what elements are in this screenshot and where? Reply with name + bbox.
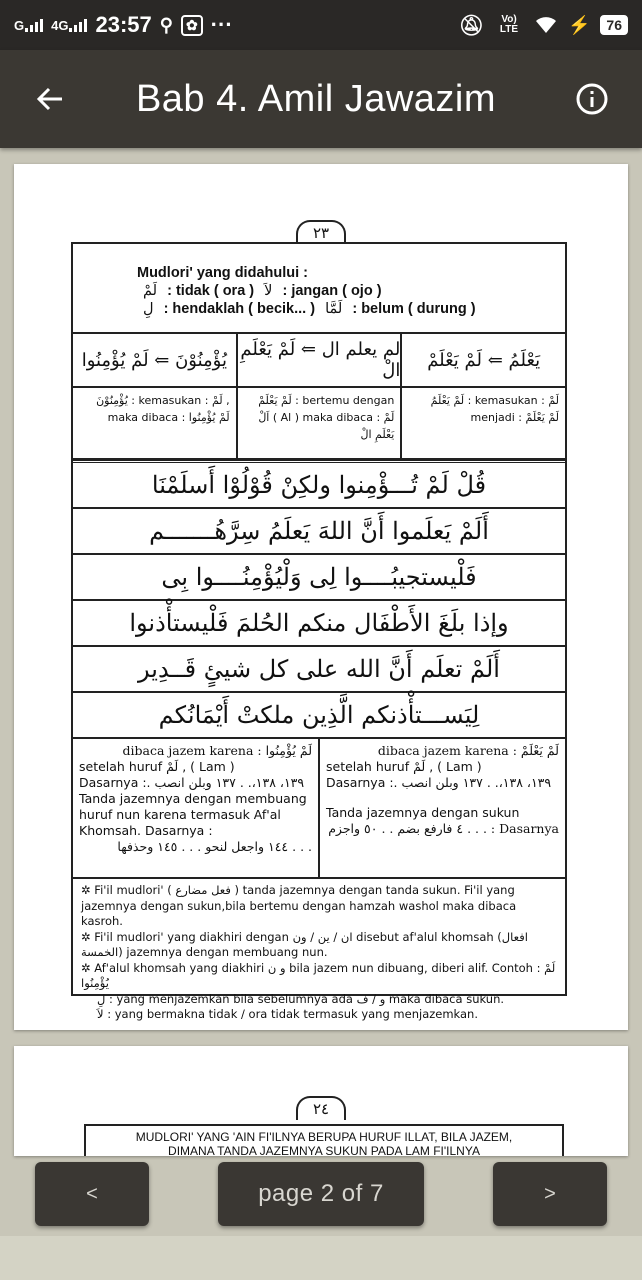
notes-row xyxy=(73,388,565,460)
example-cell: يَعْلَمُ ⇐ لَمْ يَعْلَمْ xyxy=(427,349,541,371)
content-frame xyxy=(71,242,567,1021)
page2-heading-box xyxy=(84,1124,564,1156)
status-left xyxy=(14,12,233,38)
note-cell: لَمْ يَعْلَمُ : kemasukan : لَمْ menjadi : لَمْ يَعْلَمْ xyxy=(430,394,560,424)
rule-item: ✲ Fi'il mudlori' ( فعل مضارع ) tanda jazemnya dengan tanda sukun. Fi'il yang jazemnya dengan sukun,bila bertemu dengan hamzah washol maka dibaca kasroh. xyxy=(81,883,517,928)
signal-icon-sim2 xyxy=(51,18,87,32)
usb-debug-icon: ✿ xyxy=(181,15,203,36)
page-number-badge: ٢٣ xyxy=(296,220,346,244)
explanation-right xyxy=(320,739,565,877)
volte-label: Vo) LTE xyxy=(499,14,519,35)
intro-heading: Mudlori' yang didahului : xyxy=(137,265,308,281)
explain-text: Tanda jazemnya dengan membuang huruf nun karena termasuk Af'al Khomsah. Dasarnya : xyxy=(79,791,307,838)
verse-line: لِيَســـتأْذنكم الَّذِين ملكتْ أَيْمَانُكم xyxy=(73,693,565,739)
wifi-icon xyxy=(534,15,558,35)
page-number-badge: ٢٤ xyxy=(296,1096,346,1120)
particle-li: لِ xyxy=(143,301,154,317)
explain-text: لَمْ يَعْلَمْ : dibaca jazem karena xyxy=(377,743,559,758)
explain-text: Dasarnya : . . . ٤ فارفع بضم . . ٥٠ واجزم xyxy=(328,821,559,836)
verse-list xyxy=(73,460,565,739)
example-row xyxy=(73,334,565,388)
explain-text: . . . ١٤٤ واجعل لنحو . . . ١٤٥ وحذفها xyxy=(117,839,312,854)
usb-icon: ⚲ xyxy=(159,14,173,35)
explanation-row xyxy=(73,739,565,879)
explain-text: Dasarnya :. ١٣٩، ١٣٨،. . ١٣٧ وبلن انصب xyxy=(326,775,552,790)
rule-item: ✲ Fi'il mudlori' yang diakhiri dengan ان / ين / ون disebut af'alul khomsah (افعال الخمسة) jazemnya dengan membuang nun. xyxy=(81,929,528,959)
meaning-li: : hendaklah ( becik... ) xyxy=(163,301,316,317)
document-page-1[interactable] xyxy=(14,164,628,1030)
note-cell: يُؤْمِنُوْنَ : kemasukan : لَمْ , maka dibaca : لَمْ يُؤْمِنُوا xyxy=(73,388,238,458)
page-title: Bab 4. Amil Jawazim xyxy=(135,77,497,120)
meaning-lamma: : belum ( durung ) xyxy=(352,301,476,317)
page-indicator[interactable]: page 2 of 7 xyxy=(218,1162,424,1226)
particle-la: لاَ xyxy=(264,283,273,299)
explain-text: setelah huruf لَمْ , ( Lam ) xyxy=(326,759,482,774)
explain-text: لَمْ يُؤْمِنُوا : dibaca jazem karena xyxy=(122,743,312,758)
page2-heading: DIMANA TANDA JAZEMNYA SUKUN PADA LAM FI'ILNYA xyxy=(168,1144,480,1156)
back-button[interactable] xyxy=(0,50,100,148)
intro-line-1 xyxy=(137,282,565,300)
particle-lamma: لَمَّا xyxy=(325,301,343,317)
rule-item: لِ : yang menjazemkan bila sebelumnya ada و / ف maka dibaca sukun. xyxy=(97,991,505,1006)
info-circle-icon xyxy=(575,82,609,116)
signal-icon-sim1 xyxy=(14,18,43,32)
explanation-left xyxy=(73,739,320,877)
meaning-lam: : tidak ( ora ) xyxy=(167,283,255,299)
status-bar xyxy=(0,0,642,50)
explain-text: Tanda jazemnya dengan sukun xyxy=(326,805,520,820)
example-cell: يُؤْمِنُوْنَ ⇐ لَمْ يُؤْمِنُوا xyxy=(73,334,238,386)
arrow-left-icon xyxy=(36,85,64,113)
intro-line-2 xyxy=(137,300,565,318)
page2-heading: MUDLORI' YANG 'AIN FI'ILNYA BERUPA HURUF ILLAT, BILA JAZEM, xyxy=(135,1130,513,1144)
meaning-la: : jangan ( ojo ) xyxy=(282,283,382,299)
verse-line: أَلَمْ تعلَم أَنَّ الله على كل شيئٍ قَــدِير xyxy=(73,647,565,693)
rules-box xyxy=(73,879,565,1027)
example-cell: لم يعلم ال ⇐ لَمْ يَعْلَمِ الْ xyxy=(238,334,403,386)
mute-icon: 🔕︎ xyxy=(458,14,484,37)
bottom-strip xyxy=(0,1236,642,1280)
rule-item: ✲ Af'alul khomsah yang diakhiri و ن bila jazem nun dibuang, diberi alif. Contoh : لَمْ يُؤْمِنُوا xyxy=(81,960,556,990)
battery-icon: 76 xyxy=(600,15,628,35)
verse-line: فَلْيستجيبُــــوا لِى وَلْيُؤْمِنُــــوا بِى xyxy=(73,555,565,601)
status-right xyxy=(459,13,628,38)
explain-text: Dasarnya :. ١٣٩، ١٣٨،. . ١٣٧ وبلن انصب xyxy=(79,775,305,790)
intro-box xyxy=(73,244,565,334)
rule-item: لاَ : yang bermakna tidak / ora tidak termasuk yang menjazemkan. xyxy=(97,1007,478,1021)
sim2-label: 4G xyxy=(51,18,69,33)
more-notifications-icon: ··· xyxy=(210,12,233,37)
particle-lam: لَمْ xyxy=(143,283,158,299)
verse-line: أَلَمْ يَعلَموا أَنَّ اللهَ يَعلَمُ سِرَّهُـــــــم xyxy=(73,509,565,555)
note-cell: لَمْ يَعْلَمْ : bertemu dengan اَلْ ( Al ) maka dibaca : لَمْ يَعْلَمِ الْ xyxy=(238,388,403,458)
explain-text: setelah huruf لَمْ , ( Lam ) xyxy=(79,759,235,774)
previous-page-button[interactable]: < xyxy=(35,1162,149,1226)
app-bar xyxy=(0,50,642,148)
sim1-label: G xyxy=(14,18,25,33)
next-page-button[interactable]: > xyxy=(493,1162,607,1226)
verse-line: وإذا بلَغَ الأَطْفَال منكم الحُلمَ فَلْيستأْذنوا xyxy=(73,601,565,647)
info-button[interactable] xyxy=(542,50,642,148)
verse-line: قُلْ لَمْ تُـــؤْمِنوا ولكِنْ قُوْلُوْا أَسلَمْنَا xyxy=(73,463,565,509)
clock: 23:57 xyxy=(95,12,152,37)
document-page-2[interactable] xyxy=(14,1046,628,1156)
charging-icon: ⚡ xyxy=(568,14,591,35)
